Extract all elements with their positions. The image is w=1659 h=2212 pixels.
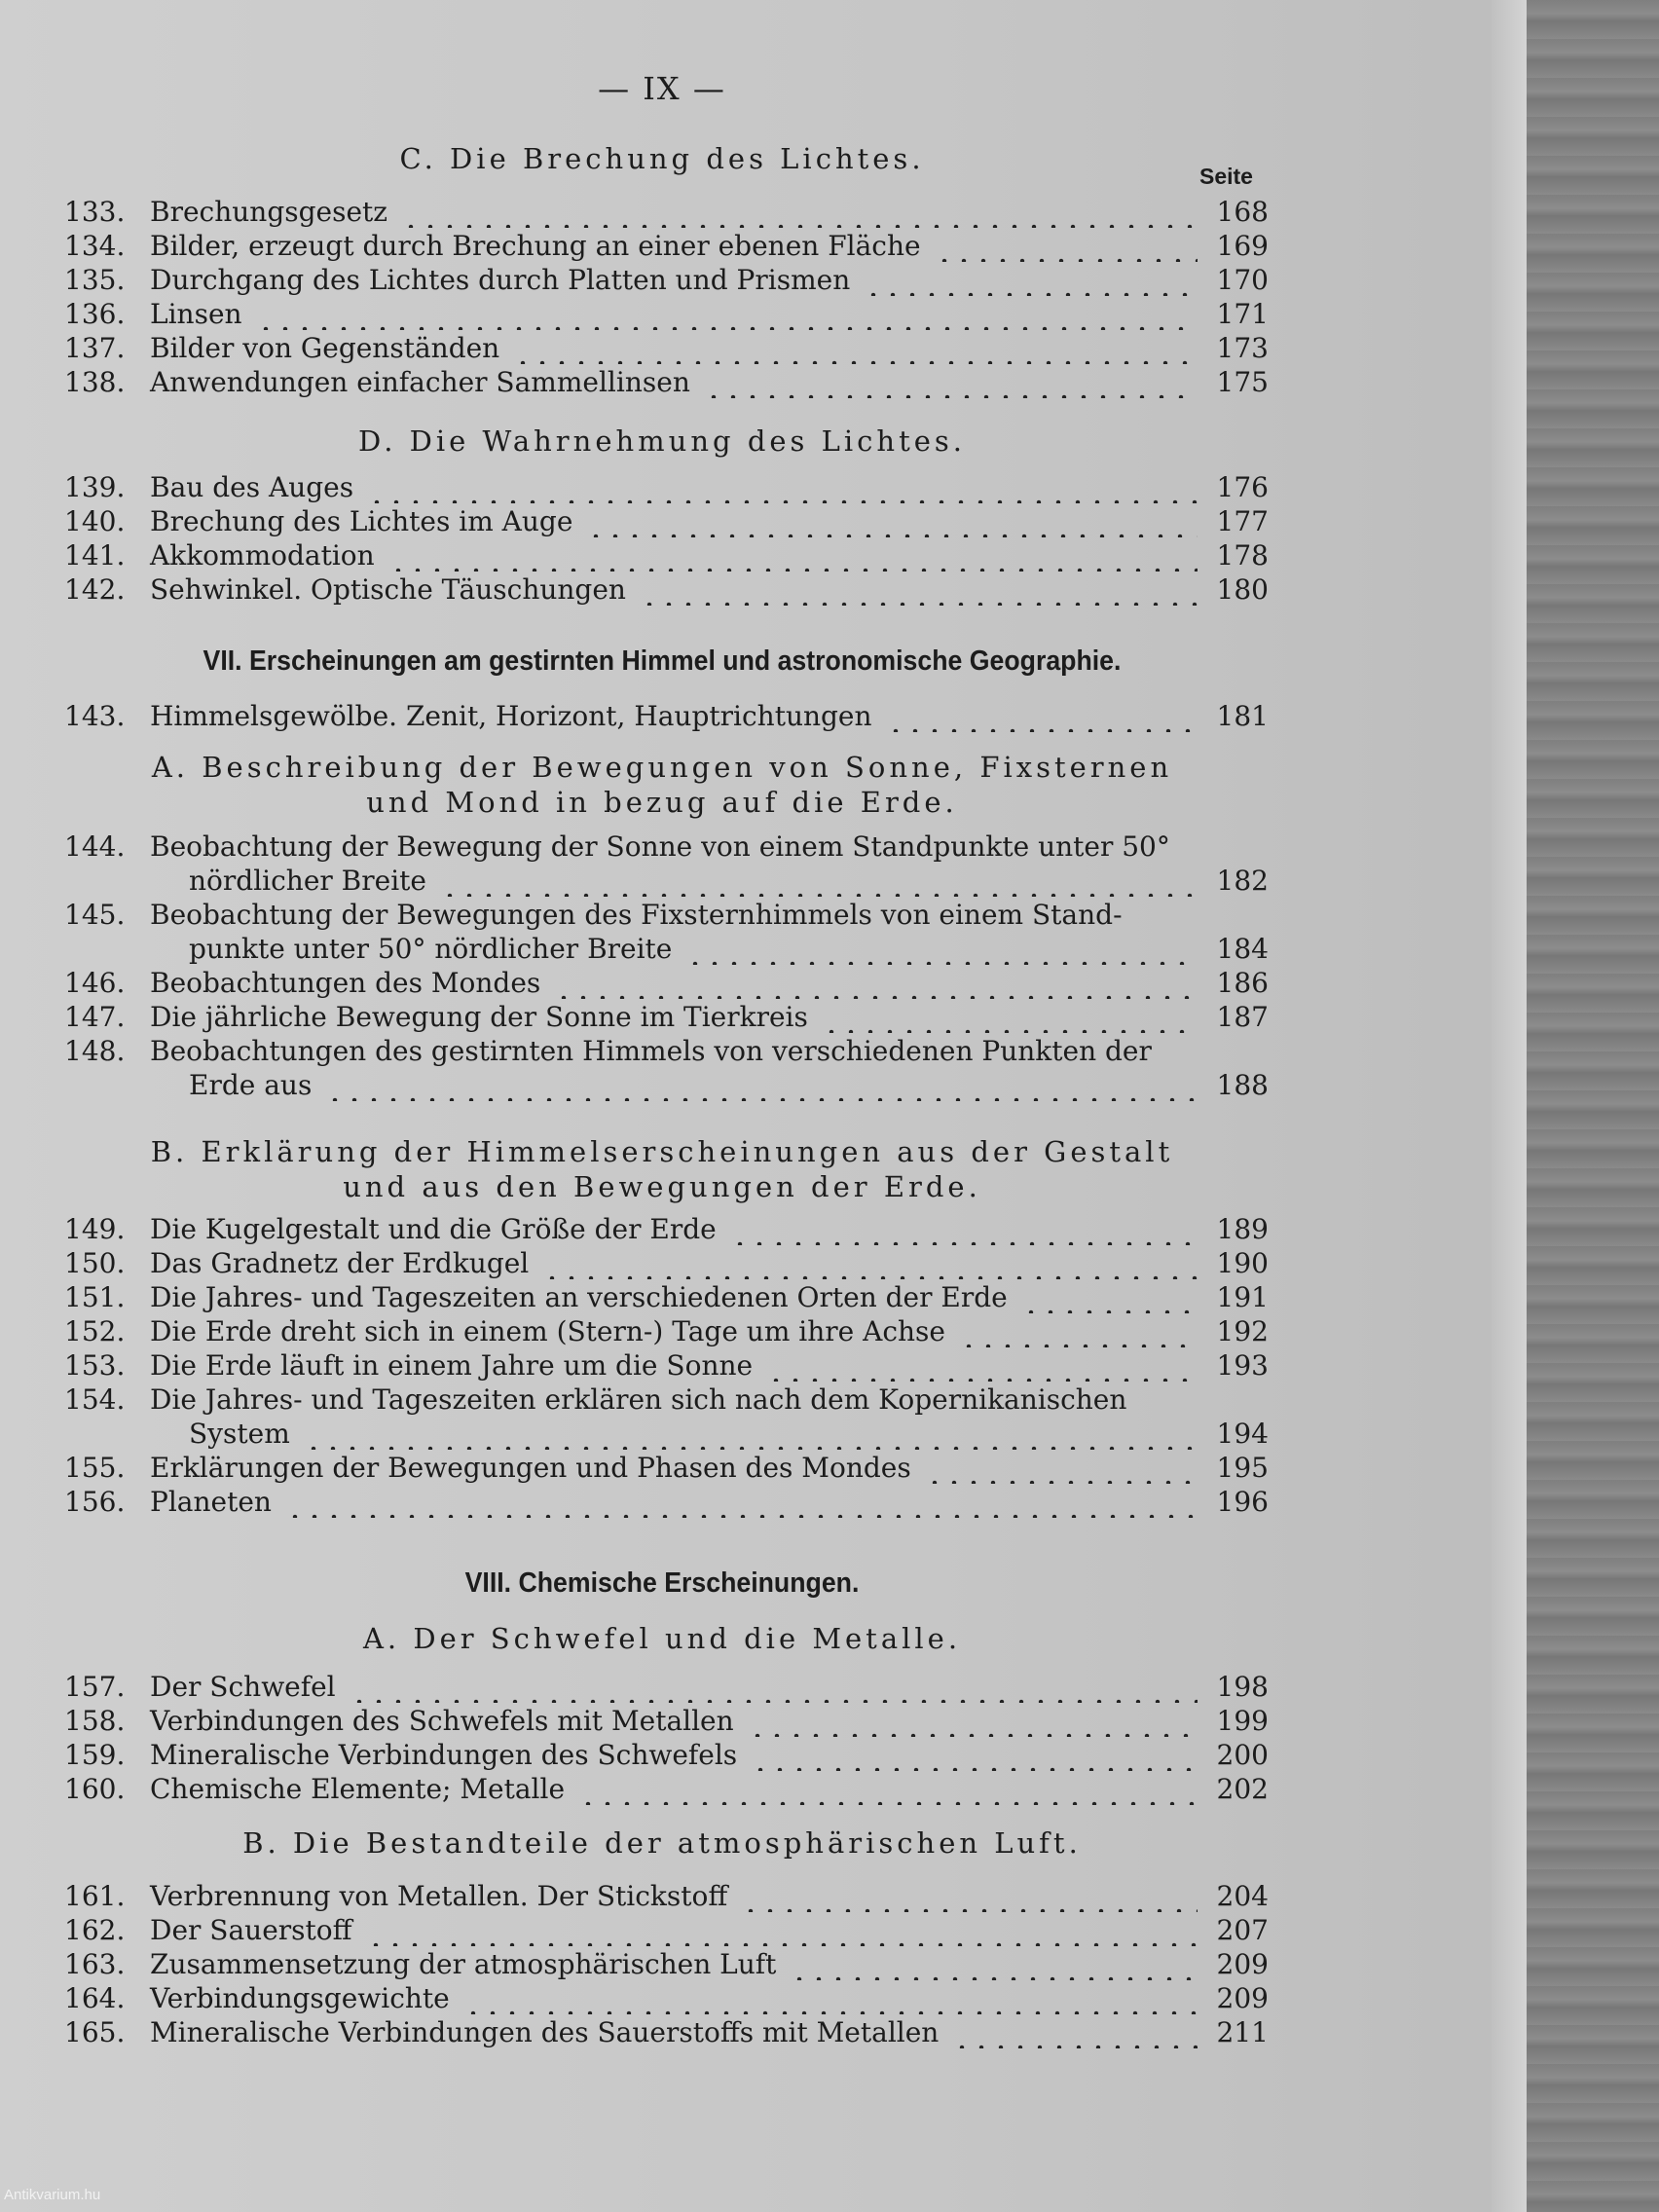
entry-page-number: 202 xyxy=(1216,1773,1269,1805)
toc-entry xyxy=(58,538,1269,572)
toc-entry xyxy=(58,1280,1269,1314)
section-heading xyxy=(58,424,1266,459)
page-number: — IX — xyxy=(598,70,726,107)
entry-title: Die Kugelgestalt und die Größe der Erde xyxy=(150,1213,717,1245)
dot-leader xyxy=(401,199,1198,228)
dot-leader xyxy=(704,369,1198,398)
toc-entry xyxy=(58,2015,1269,2049)
entry-title: Linsen xyxy=(150,298,242,330)
entry-number: 143. xyxy=(64,700,126,732)
section-heading-line: B. Die Bestandteile der atmosphärischen Luft. xyxy=(242,1826,1082,1860)
section-heading xyxy=(58,750,1266,820)
entry-title: Die Erde läuft in einem Jahre um die Sonne xyxy=(150,1349,754,1382)
entry-number: 141. xyxy=(64,539,126,571)
toc-entry xyxy=(58,297,1269,331)
entry-title: Die Jahres- und Tageszeiten an verschiedenen Orten der Erde xyxy=(150,1281,1008,1313)
entry-page-number: 169 xyxy=(1216,230,1269,262)
entry-title: Anwendungen einfacher Sammellinsen xyxy=(150,366,690,398)
entry-title: Bilder, erzeugt durch Brechung an einer ebenen Fläche xyxy=(150,230,921,262)
dot-leader xyxy=(935,233,1198,262)
dot-leader xyxy=(350,1674,1198,1703)
entry-number: 145. xyxy=(64,899,126,931)
entry-page-number: 178 xyxy=(1216,539,1269,571)
entry-title: Der Schwefel xyxy=(150,1671,336,1703)
entry-title: Die Jahres- und Tageszeiten erklären sich nach dem Kopernikanischen xyxy=(150,1383,1127,1416)
entry-number: 135. xyxy=(64,264,126,296)
entry-number: 152. xyxy=(64,1315,126,1347)
background-surface xyxy=(1527,0,1659,2212)
entry-number: 157. xyxy=(64,1671,126,1703)
entry-title: Die jährliche Bewegung der Sonne im Tierkreis xyxy=(150,1001,808,1033)
entry-number: 163. xyxy=(64,1948,126,1980)
dot-leader xyxy=(285,1489,1198,1518)
toc-entry xyxy=(58,365,1269,399)
toc-entry xyxy=(58,966,1269,1000)
entry-page-number: 191 xyxy=(1216,1281,1269,1313)
entry-title: Verbindungsgewichte xyxy=(150,1982,450,2014)
entry-number: 155. xyxy=(64,1452,126,1484)
entry-page-number: 190 xyxy=(1216,1247,1269,1279)
entry-number: 148. xyxy=(64,1035,126,1067)
entry-page-number: 209 xyxy=(1216,1982,1269,2014)
entry-page-number: 193 xyxy=(1216,1349,1269,1382)
section-heading-line: und aus den Bewegungen der Erde. xyxy=(343,1170,981,1203)
entry-number: 161. xyxy=(64,1880,126,1912)
dot-leader xyxy=(822,1004,1198,1033)
entry-title: Die Erde dreht sich in einem (Stern-) Tage um ihre Achse xyxy=(150,1315,945,1347)
toc-entry xyxy=(58,1246,1269,1280)
entry-number: 150. xyxy=(64,1247,126,1279)
entry-number: 158. xyxy=(64,1705,126,1737)
dot-leader xyxy=(542,1250,1198,1279)
entry-number: 153. xyxy=(64,1349,126,1382)
entry-number: 160. xyxy=(64,1773,126,1805)
toc-entry xyxy=(58,1348,1269,1382)
dot-leader xyxy=(463,1985,1198,2014)
entry-title: Das Gradnetz der Erdkugel xyxy=(150,1247,530,1279)
entry-page-number: 184 xyxy=(1216,933,1269,965)
toc-entry xyxy=(58,229,1269,263)
dot-leader xyxy=(748,1708,1198,1737)
watermark: Antikvarium.hu xyxy=(4,2187,101,2203)
entry-number: 149. xyxy=(64,1213,126,1245)
entry-page-number: 211 xyxy=(1216,2016,1269,2048)
entry-page-number: 207 xyxy=(1216,1914,1269,1946)
entry-number: 165. xyxy=(64,2016,126,2048)
dot-leader xyxy=(554,970,1198,999)
dot-leader xyxy=(304,1420,1198,1450)
toc-entry xyxy=(58,1000,1269,1034)
part-heading: VIII. Chemische Erscheinungen. xyxy=(464,1567,860,1599)
entry-page-number: 188 xyxy=(1216,1069,1269,1101)
section-heading xyxy=(58,1825,1266,1861)
entry-title: Erklärungen der Bewegungen und Phasen des Mondes xyxy=(150,1452,911,1484)
dot-leader xyxy=(886,703,1198,732)
part-heading: VII. Erscheinungen am gestirnten Himmel und astronomische Geographie. xyxy=(203,645,1122,677)
entry-number: 154. xyxy=(64,1383,126,1416)
entry-title: Chemische Elemente; Metalle xyxy=(150,1773,566,1805)
toc-entry xyxy=(58,504,1269,538)
entry-page-number: 173 xyxy=(1216,332,1269,364)
entry-number: 151. xyxy=(64,1281,126,1313)
entry-title: Verbindungen des Schwefels mit Metallen xyxy=(150,1705,734,1737)
entry-title: Durchgang des Lichtes durch Platten und Prismen xyxy=(150,264,851,296)
entry-page-number: 199 xyxy=(1216,1705,1269,1737)
entry-page-number: 181 xyxy=(1216,700,1269,732)
entry-number: 137. xyxy=(64,332,126,364)
entry-page-number: 209 xyxy=(1216,1948,1269,1980)
dot-leader xyxy=(367,474,1198,503)
toc-entry xyxy=(58,1485,1269,1519)
entry-number: 147. xyxy=(64,1001,126,1033)
section-heading-line: A. Beschreibung der Bewegungen von Sonne, Fixsternen xyxy=(151,751,1173,784)
entry-page-number: 192 xyxy=(1216,1315,1269,1347)
toc-entry xyxy=(58,1034,1269,1102)
toc-entry xyxy=(58,1451,1269,1485)
dot-leader xyxy=(513,335,1198,364)
entry-title: Zusammensetzung der atmosphärischen Luft xyxy=(150,1948,777,1980)
dot-leader xyxy=(864,267,1198,296)
dot-leader xyxy=(730,1216,1198,1245)
entry-page-number: 200 xyxy=(1216,1739,1269,1771)
entry-number: 133. xyxy=(64,196,126,228)
toc-entry xyxy=(58,1772,1269,1806)
entry-page-number: 180 xyxy=(1216,573,1269,606)
entry-title: Beobachtungen des Mondes xyxy=(150,967,541,999)
entry-number: 146. xyxy=(64,967,126,999)
toc-entry xyxy=(58,830,1269,898)
section-heading-line: B. Erklärung der Himmelserscheinungen aus der Gestalt xyxy=(150,1135,1174,1168)
toc-entry xyxy=(58,195,1269,229)
entry-page-number: 204 xyxy=(1216,1880,1269,1912)
entry-page-number: 189 xyxy=(1216,1213,1269,1245)
toc-entry xyxy=(58,1314,1269,1348)
dot-leader xyxy=(586,508,1198,537)
dot-leader xyxy=(325,1072,1198,1101)
entry-title: Beobachtung der Bewegung der Sonne von einem Standpunkte unter 50° xyxy=(150,830,1170,863)
toc-entry xyxy=(58,1879,1269,1913)
dot-leader xyxy=(925,1455,1198,1484)
entry-title: Beobachtung der Bewegungen des Fixsternhimmels von einem Stand- xyxy=(150,899,1123,931)
toc-entry xyxy=(58,1704,1269,1738)
dot-leader xyxy=(952,2019,1198,2048)
toc-entry xyxy=(58,1382,1269,1451)
entry-title: Der Sauerstoff xyxy=(150,1914,352,1946)
entry-title: Brechung des Lichtes im Auge xyxy=(150,505,573,537)
toc-entry xyxy=(58,1947,1269,1981)
section-heading-line: C. Die Brechung des Lichtes. xyxy=(399,142,925,175)
dot-leader xyxy=(1021,1284,1198,1313)
entry-title: Brechungsgesetz xyxy=(150,196,388,228)
entry-page-number: 175 xyxy=(1216,366,1269,398)
entry-page-number: 176 xyxy=(1216,471,1269,503)
entry-page-number: 187 xyxy=(1216,1001,1269,1033)
toc-entry xyxy=(58,1670,1269,1704)
entry-number: 144. xyxy=(64,830,126,863)
entry-title: Akkommodation xyxy=(150,539,375,571)
entry-number: 156. xyxy=(64,1486,126,1518)
section-heading-line: und Mond in bezug auf die Erde. xyxy=(366,786,958,819)
entry-title: Beobachtungen des gestirnten Himmels von verschiedenen Punkten der xyxy=(150,1035,1152,1067)
dot-leader xyxy=(640,576,1198,606)
entry-page-number: 195 xyxy=(1216,1452,1269,1484)
entry-number: 140. xyxy=(64,505,126,537)
entry-title: Bilder von Gegenständen xyxy=(150,332,500,364)
toc-entry xyxy=(58,1913,1269,1947)
entry-page-number: 171 xyxy=(1216,298,1269,330)
toc-entry xyxy=(58,331,1269,365)
entry-title-continued: Erde aus xyxy=(189,1069,313,1101)
section-heading xyxy=(58,1134,1266,1204)
seite-column-label: Seite xyxy=(1199,164,1253,189)
entry-title: Sehwinkel. Optische Täuschungen xyxy=(150,573,626,606)
entry-page-number: 196 xyxy=(1216,1486,1269,1518)
toc-entry xyxy=(58,1981,1269,2015)
dot-leader xyxy=(578,1776,1198,1805)
entry-number: 159. xyxy=(64,1739,126,1771)
entry-number: 142. xyxy=(64,573,126,606)
entry-title: Himmelsgewölbe. Zenit, Horizont, Hauptrichtungen xyxy=(150,700,872,732)
entry-page-number: 186 xyxy=(1216,967,1269,999)
entry-page-number: 198 xyxy=(1216,1671,1269,1703)
entry-page-number: 182 xyxy=(1216,865,1269,897)
dot-leader xyxy=(685,936,1198,965)
entry-page-number: 170 xyxy=(1216,264,1269,296)
entry-title: Verbrennung von Metallen. Der Stickstoff xyxy=(150,1880,728,1912)
entry-title: Bau des Auges xyxy=(150,471,354,503)
entry-page-number: 194 xyxy=(1216,1418,1269,1450)
dot-leader xyxy=(440,867,1198,897)
entry-title: Mineralische Verbindungen des Schwefels xyxy=(150,1739,738,1771)
dot-leader xyxy=(790,1951,1198,1980)
dot-leader xyxy=(741,1883,1198,1912)
section-heading xyxy=(58,1621,1266,1656)
dot-leader xyxy=(751,1742,1198,1771)
entry-title: Mineralische Verbindungen des Sauerstoffs mit Metallen xyxy=(150,2016,940,2048)
toc-entry xyxy=(58,263,1269,297)
entry-number: 136. xyxy=(64,298,126,330)
entry-title-continued: nördlicher Breite xyxy=(189,865,426,897)
entry-page-number: 168 xyxy=(1216,196,1269,228)
entry-number: 164. xyxy=(64,1982,126,2014)
entry-number: 134. xyxy=(64,230,126,262)
section-heading xyxy=(58,141,1266,176)
toc-entry xyxy=(58,470,1269,504)
entry-number: 139. xyxy=(64,471,126,503)
toc-entry xyxy=(58,1738,1269,1772)
entry-title: Planeten xyxy=(150,1486,272,1518)
entry-page-number: 177 xyxy=(1216,505,1269,537)
dot-leader xyxy=(959,1318,1198,1347)
toc-entry xyxy=(58,898,1269,966)
dot-leader xyxy=(766,1352,1198,1382)
entry-number: 138. xyxy=(64,366,126,398)
dot-leader xyxy=(366,1917,1198,1946)
entry-title-continued: System xyxy=(189,1418,290,1450)
page-edge xyxy=(1492,0,1527,2212)
section-heading-line: D. Die Wahrnehmung des Lichtes. xyxy=(357,424,967,458)
section-heading-line: A. Der Schwefel und die Metalle. xyxy=(362,1622,962,1655)
dot-leader xyxy=(388,542,1198,571)
entry-title-continued: punkte unter 50° nördlicher Breite xyxy=(189,933,673,965)
toc-entry xyxy=(58,1212,1269,1246)
entry-number: 162. xyxy=(64,1914,126,1946)
dot-leader xyxy=(256,301,1198,330)
toc-entry xyxy=(58,572,1269,607)
toc-entry xyxy=(58,699,1269,733)
